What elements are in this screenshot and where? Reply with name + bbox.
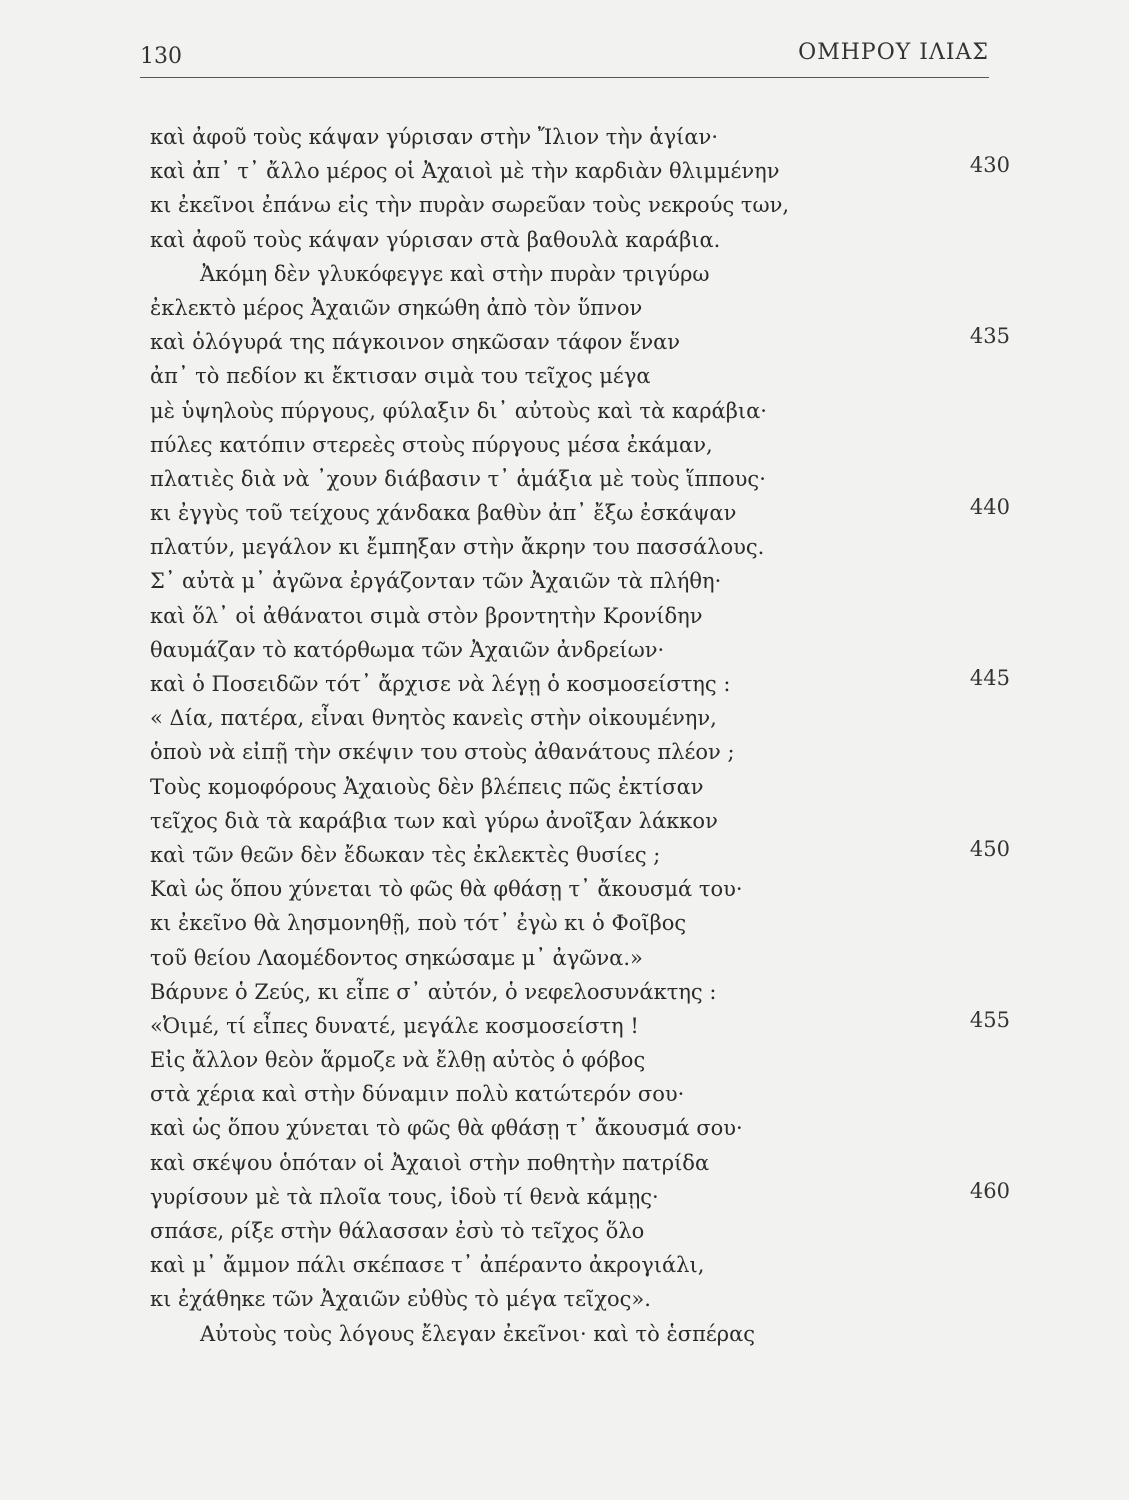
verse-text: ἐκλεκτὸ μέρος Ἀχαιῶν σηκώθη ἀπὸ τὸν ὕπνον	[150, 295, 643, 320]
verse-line	[150, 291, 1010, 325]
verse-text: « Δία, πατέρα, εἶναι θνητὸς κανεὶς στὴν οἰκουμένην,	[150, 706, 717, 731]
verse-text: Βάρυνε ὁ Ζεύς, κι εἶπε σ᾿ αὐτόν, ὁ νεφελοσυνάκτης :	[150, 979, 717, 1004]
verse-text: τεῖχος διὰ τὰ καράβια των καὶ γύρω ἀνοῖξαν λάκκον	[150, 808, 718, 833]
verse-text: πύλες κατόπιν στερεὲς στοὺς πύργους μέσα ἐκάμαν,	[150, 432, 713, 457]
page-number: 130	[140, 44, 182, 69]
verse-line	[150, 838, 1010, 872]
line-number: 455	[969, 1007, 1010, 1032]
verse-line	[150, 325, 1010, 359]
verse-line	[150, 1009, 1010, 1043]
verse-line	[150, 120, 1010, 154]
verse-text: καὶ ἀφοῦ τοὺς κάψαν γύρισαν στὰ βαθουλὰ καράβια.	[150, 227, 721, 252]
verse-line	[150, 223, 1010, 257]
verse-line	[150, 188, 1010, 222]
line-number: 460	[969, 1178, 1010, 1203]
verse-line	[150, 394, 1010, 428]
verse-line	[150, 770, 1010, 804]
verse-line	[150, 428, 1010, 462]
verse-list	[150, 120, 1010, 1351]
verse-line	[150, 735, 1010, 769]
verse-line	[150, 1248, 1010, 1282]
verse-text: κι ἐγγὺς τοῦ τείχους χάνδακα βαθὺν ἀπ᾿ ἔξω ἐσκάψαν	[150, 501, 737, 526]
verse-line	[150, 1214, 1010, 1248]
verse-text: κι ἐχάθηκε τῶν Ἀχαιῶν εὐθὺς τὸ μέγα τεῖχος».	[150, 1287, 651, 1312]
verse-line	[150, 154, 1010, 188]
verse-text: θαυμάζαν τὸ κατόρθωμα τῶν Ἀχαιῶν ἀνδρείων·	[150, 637, 665, 662]
verse-line	[150, 1111, 1010, 1145]
verse-text: ὁποὺ νὰ εἰπῇ τὴν σκέψιν του στοὺς ἀθανάτους πλέον ;	[150, 740, 735, 765]
verse-text: «Ὀιμέ, τί εἶπες δυνατέ, μεγάλε κοσμοσείστη !	[150, 1013, 639, 1038]
verse-text: κι ἐκεῖνο θὰ λησμονηθῇ, ποὺ τότ᾿ ἐγὼ κι ὁ Φοῖβος	[150, 911, 687, 936]
verse-line	[150, 872, 1010, 906]
verse-line	[150, 564, 1010, 598]
verse-text: κι ἐκεῖνοι ἐπάνω εἰς τὴν πυρὰν σωρεῦαν τοὺς νεκρούς των,	[150, 193, 790, 218]
verse-line	[150, 633, 1010, 667]
verse-line	[150, 359, 1010, 393]
verse-text: σπάσε, ρίξε στὴν θάλασσαν ἐσὺ τὸ τεῖχος ὅλο	[150, 1219, 645, 1243]
verse-text: Ἀκόμη δὲν γλυκόφεγγε καὶ στὴν πυρὰν τριγύρω	[200, 261, 710, 286]
verse-text: καὶ ἀφοῦ τοὺς κάψαν γύρισαν στὴν Ἴλιον τὴν ἁγίαν·	[150, 125, 718, 149]
verse-text: πλατιὲς διὰ νὰ ᾿χουν διάβασιν τ᾿ ἁμάξια μὲ τοὺς ἵππους·	[150, 466, 766, 491]
verse-line	[150, 906, 1010, 940]
verse-line	[150, 599, 1010, 633]
verse-text: καὶ ὁλόγυρά της πάγκοινον σηκῶσαν τάφον ἕναν	[150, 330, 681, 355]
verse-text: καὶ μ᾿ ἄμμον πάλι σκέπασε τ᾿ ἀπέραντο ἀκρογιάλι,	[150, 1253, 705, 1278]
verse-text: στὰ χέρια καὶ στὴν δύναμιν πολὺ κατώτερόν σου·	[150, 1082, 685, 1107]
line-number: 450	[969, 836, 1010, 861]
verse-text: ἀπ᾿ τὸ πεδίον κι ἔκτισαν σιμὰ του τεῖχος μέγα	[150, 364, 651, 389]
verse-text: Σ᾿ αὐτὰ μ᾿ ἀγῶνα ἐργάζονταν τῶν Ἀχαιῶν τὰ πλήθη·	[150, 569, 722, 594]
verse-line	[150, 1180, 1010, 1214]
verse-text: τοῦ θείου Λαομέδοντος σηκώσαμε μ᾿ ἀγῶνα.»	[150, 945, 643, 970]
verse-line	[150, 1282, 1010, 1316]
verse-line	[150, 941, 1010, 975]
verse-text: καὶ ὁ Ποσειδῶν τότ᾿ ἄρχισε νὰ λέγῃ ὁ κοσμοσείστης :	[150, 672, 731, 696]
header-rule	[140, 77, 989, 78]
verse-line	[150, 804, 1010, 838]
verse-line	[150, 530, 1010, 564]
line-number: 435	[969, 324, 1010, 349]
verse-text: μὲ ὑψηλοὺς πύργους, φύλαξιν δι᾿ αὐτοὺς καὶ τὰ καράβια·	[150, 398, 767, 423]
verse-text: γυρίσουν μὲ τὰ πλοῖα τους, ἰδοὺ τί θενὰ κάμῃς·	[150, 1184, 659, 1209]
line-number: 440	[969, 495, 1010, 520]
verse-line	[150, 701, 1010, 735]
verse-line	[150, 975, 1010, 1009]
verse-line	[150, 462, 1010, 496]
verse-text: καὶ ἀπ᾿ τ᾿ ἄλλο μέρος οἱ Ἀχαιοὶ μὲ τὴν καρδιὰν θλιμμένην	[150, 159, 780, 184]
running-title: ΟΜΗΡΟΥ ΙΛΙΑΣ	[798, 40, 989, 65]
verse-text: Τοὺς κομοφόρους Ἀχαιοὺς δὲν βλέπεις πῶς ἐκτίσαν	[150, 774, 704, 799]
verse-text: Καὶ ὡς ὅπου χύνεται τὸ φῶς θὰ φθάσῃ τ᾿ ἄκουσμά του·	[150, 877, 743, 902]
line-number: 430	[969, 153, 1010, 178]
verse-text: καὶ τῶν θεῶν δὲν ἔδωκαν τὲς ἐκλεκτὲς θυσίες ;	[150, 842, 661, 867]
verse-text: Εἰς ἄλλον θεὸν ἅρμοζε νὰ ἔλθῃ αὐτὸς ὁ φόβος	[150, 1048, 646, 1073]
verse-text: καὶ ὅλ᾿ οἱ ἀθάνατοι σιμὰ στὸν βροντητὴν Κρονίδην	[150, 603, 703, 628]
verse-line	[150, 1317, 1010, 1351]
verse-line	[150, 1077, 1010, 1111]
verse-text: καὶ ὡς ὅπου χύνεται τὸ φῶς θὰ φθάσῃ τ᾿ ἄκουσμά σου·	[150, 1116, 743, 1141]
verse-line	[150, 667, 1010, 701]
line-number: 445	[969, 666, 1010, 690]
verse-text: Αὐτοὺς τοὺς λόγους ἔλεγαν ἐκεῖνοι· καὶ τὸ ἑσπέρας	[200, 1321, 756, 1346]
verse-line	[150, 257, 1010, 291]
verse-text: καὶ σκέψου ὁπόταν οἱ Ἀχαιοὶ στὴν ποθητὴν πατρίδα	[150, 1150, 710, 1175]
verse-text: πλατύν, μεγάλον κι ἔμπηξαν στὴν ἄκρην του πασσάλους.	[150, 535, 765, 560]
verse-line	[150, 496, 1010, 530]
verse-line	[150, 1043, 1010, 1077]
verse-line	[150, 1146, 1010, 1180]
